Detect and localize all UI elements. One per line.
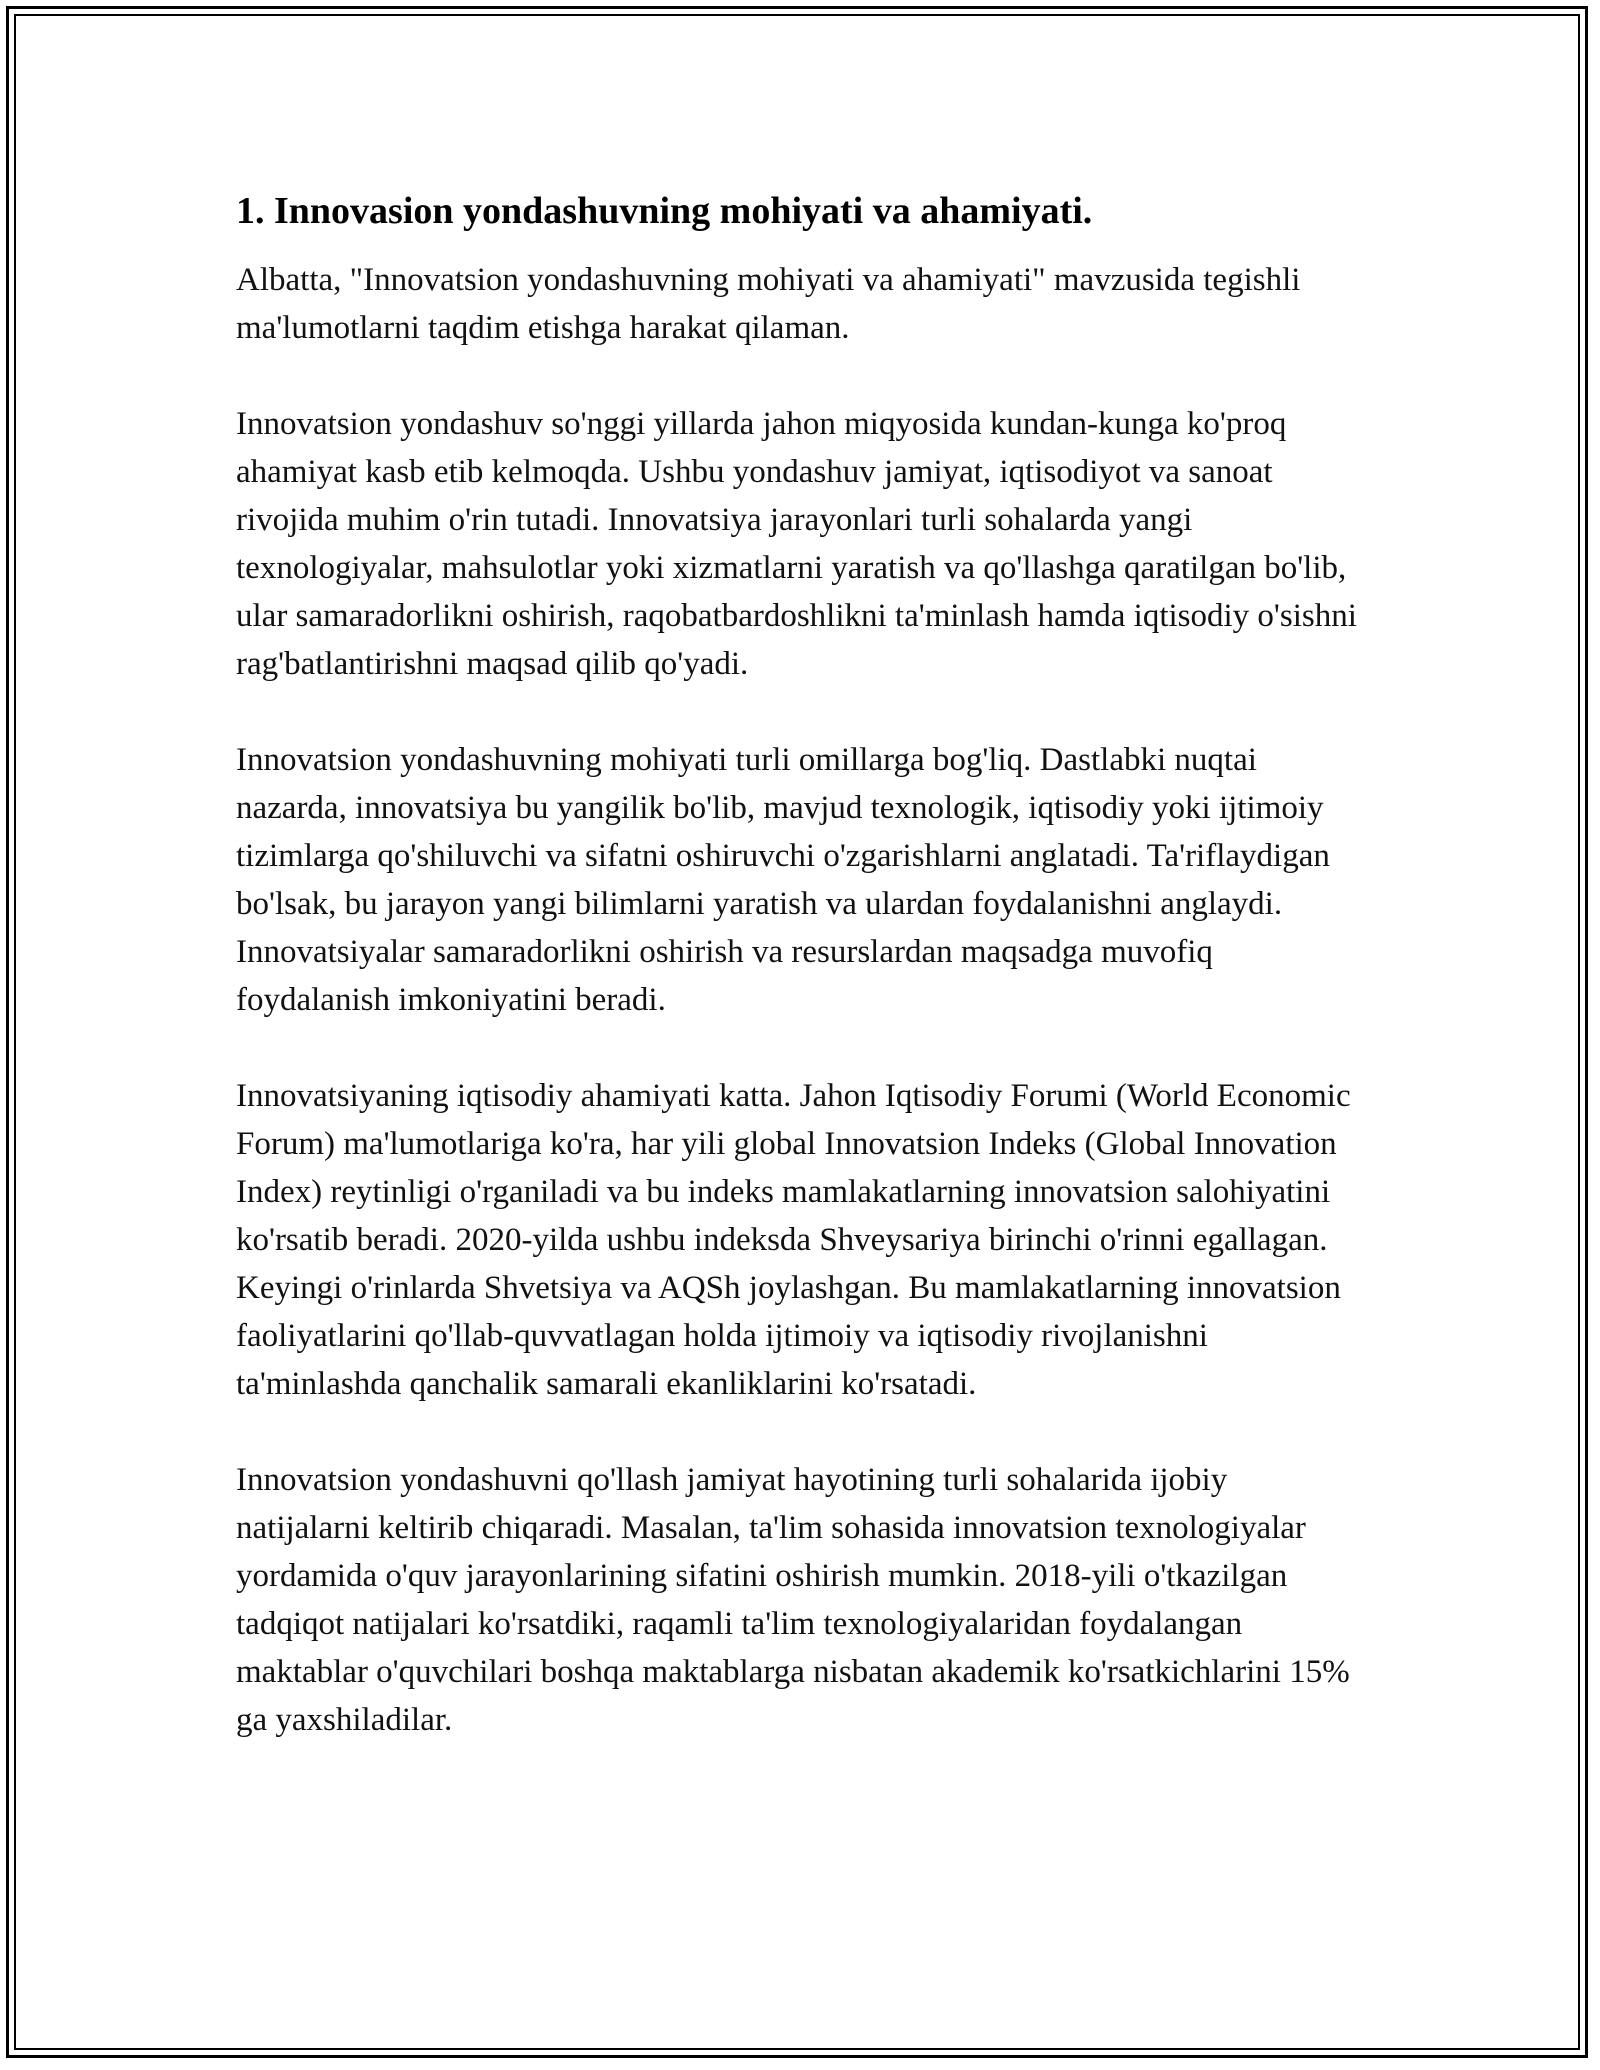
paragraph-overview: Innovatsion yondashuv so'nggi yillarda jahon miqyosida kundan-kunga ko'proq ahamiyat kasb etib kelmoqda. Ushbu yondashuv jamiyat, iqtisodiyot va sanoat rivojida muhim o'rin tutadi. Innovatsiya jarayonlari turli sohalarda yangi texnologiyalar, mahsulotlar yoki xizmatlarni yaratish va qo'llashga qaratilgan bo'lib, ular samaradorlikni oshirish, raqobatbardoshlikni ta'minlash hamda iqtisodiy o'sishni rag'batlantirishni maqsad qilib qo'yadi.: [236, 406, 1357, 682]
paragraph-intro: Albatta, "Innovatsion yondashuvning mohiyati va ahamiyati" mavzusida tegishli ma'lumotlarni taqdim etishga harakat qilaman.: [236, 262, 1301, 346]
section-heading: 1. Innovasion yondashuvning mohiyati va ahamiyati.: [236, 190, 1093, 232]
paragraph-applications: Innovatsion yondashuvni qo'llash jamiyat hayotining turli sohalarida ijobiy natijalarni keltirib chiqaradi. Masalan, ta'lim sohasida innovatsion texnologiyalar yordamida o'quv jarayonlarining sifatini oshirish mumkin. 2018-yili o'tkazilgan tadqiqot natijalari ko'rsatdiki, raqamli ta'lim texnologiyalaridan foydalangan maktablar o'quvchilari boshqa maktablarga nisbatan akademik ko'rsatkichlarini 15% ga yaxshiladilar.: [236, 1462, 1350, 1738]
paragraph-essence: Innovatsion yondashuvning mohiyati turli omillarga bog'liq. Dastlabki nuqtai nazarda, innovatsiya bu yangilik bo'lib, mavjud texnologik, iqtisodiy yoki ijtimoiy tizimlarga qo'shiluvchi va sifatni oshiruvchi o'zgarishlarni anglatadi. Ta'riflaydigan bo'lsak, bu jarayon yangi bilimlarni yaratish va ulardan foydalanishni anglaydi. Innovatsiyalar samaradorlikni oshirish va resurslardan maqsadga muvofiq foydalanish imkoniyatini beradi.: [236, 742, 1330, 1018]
document-body: [236, 186, 1366, 1792]
paragraph-economic-significance: Innovatsiyaning iqtisodiy ahamiyati katta. Jahon Iqtisodiy Forumi (World Economic Forum) ma'lumotlariga ko'ra, har yili global Innovatsion Indeks (Global Innovation Index) reytinligi o'rganiladi va bu indeks mamlakatlarning innovatsion salohiyatini ko'rsatib beradi. 2020-yilda ushbu indeksda Shveysariya birinchi o'rinni egallagan. Keyingi o'rinlarda Shvetsiya va AQSh joylashgan. Bu mamlakatlarning innovatsion faoliyatlarini qo'llab-quvvatlagan holda ijtimoiy va iqtisodiy rivojlanishni ta'minlashda qanchalik samarali ekanliklarini ko'rsatadi.: [236, 1078, 1351, 1402]
